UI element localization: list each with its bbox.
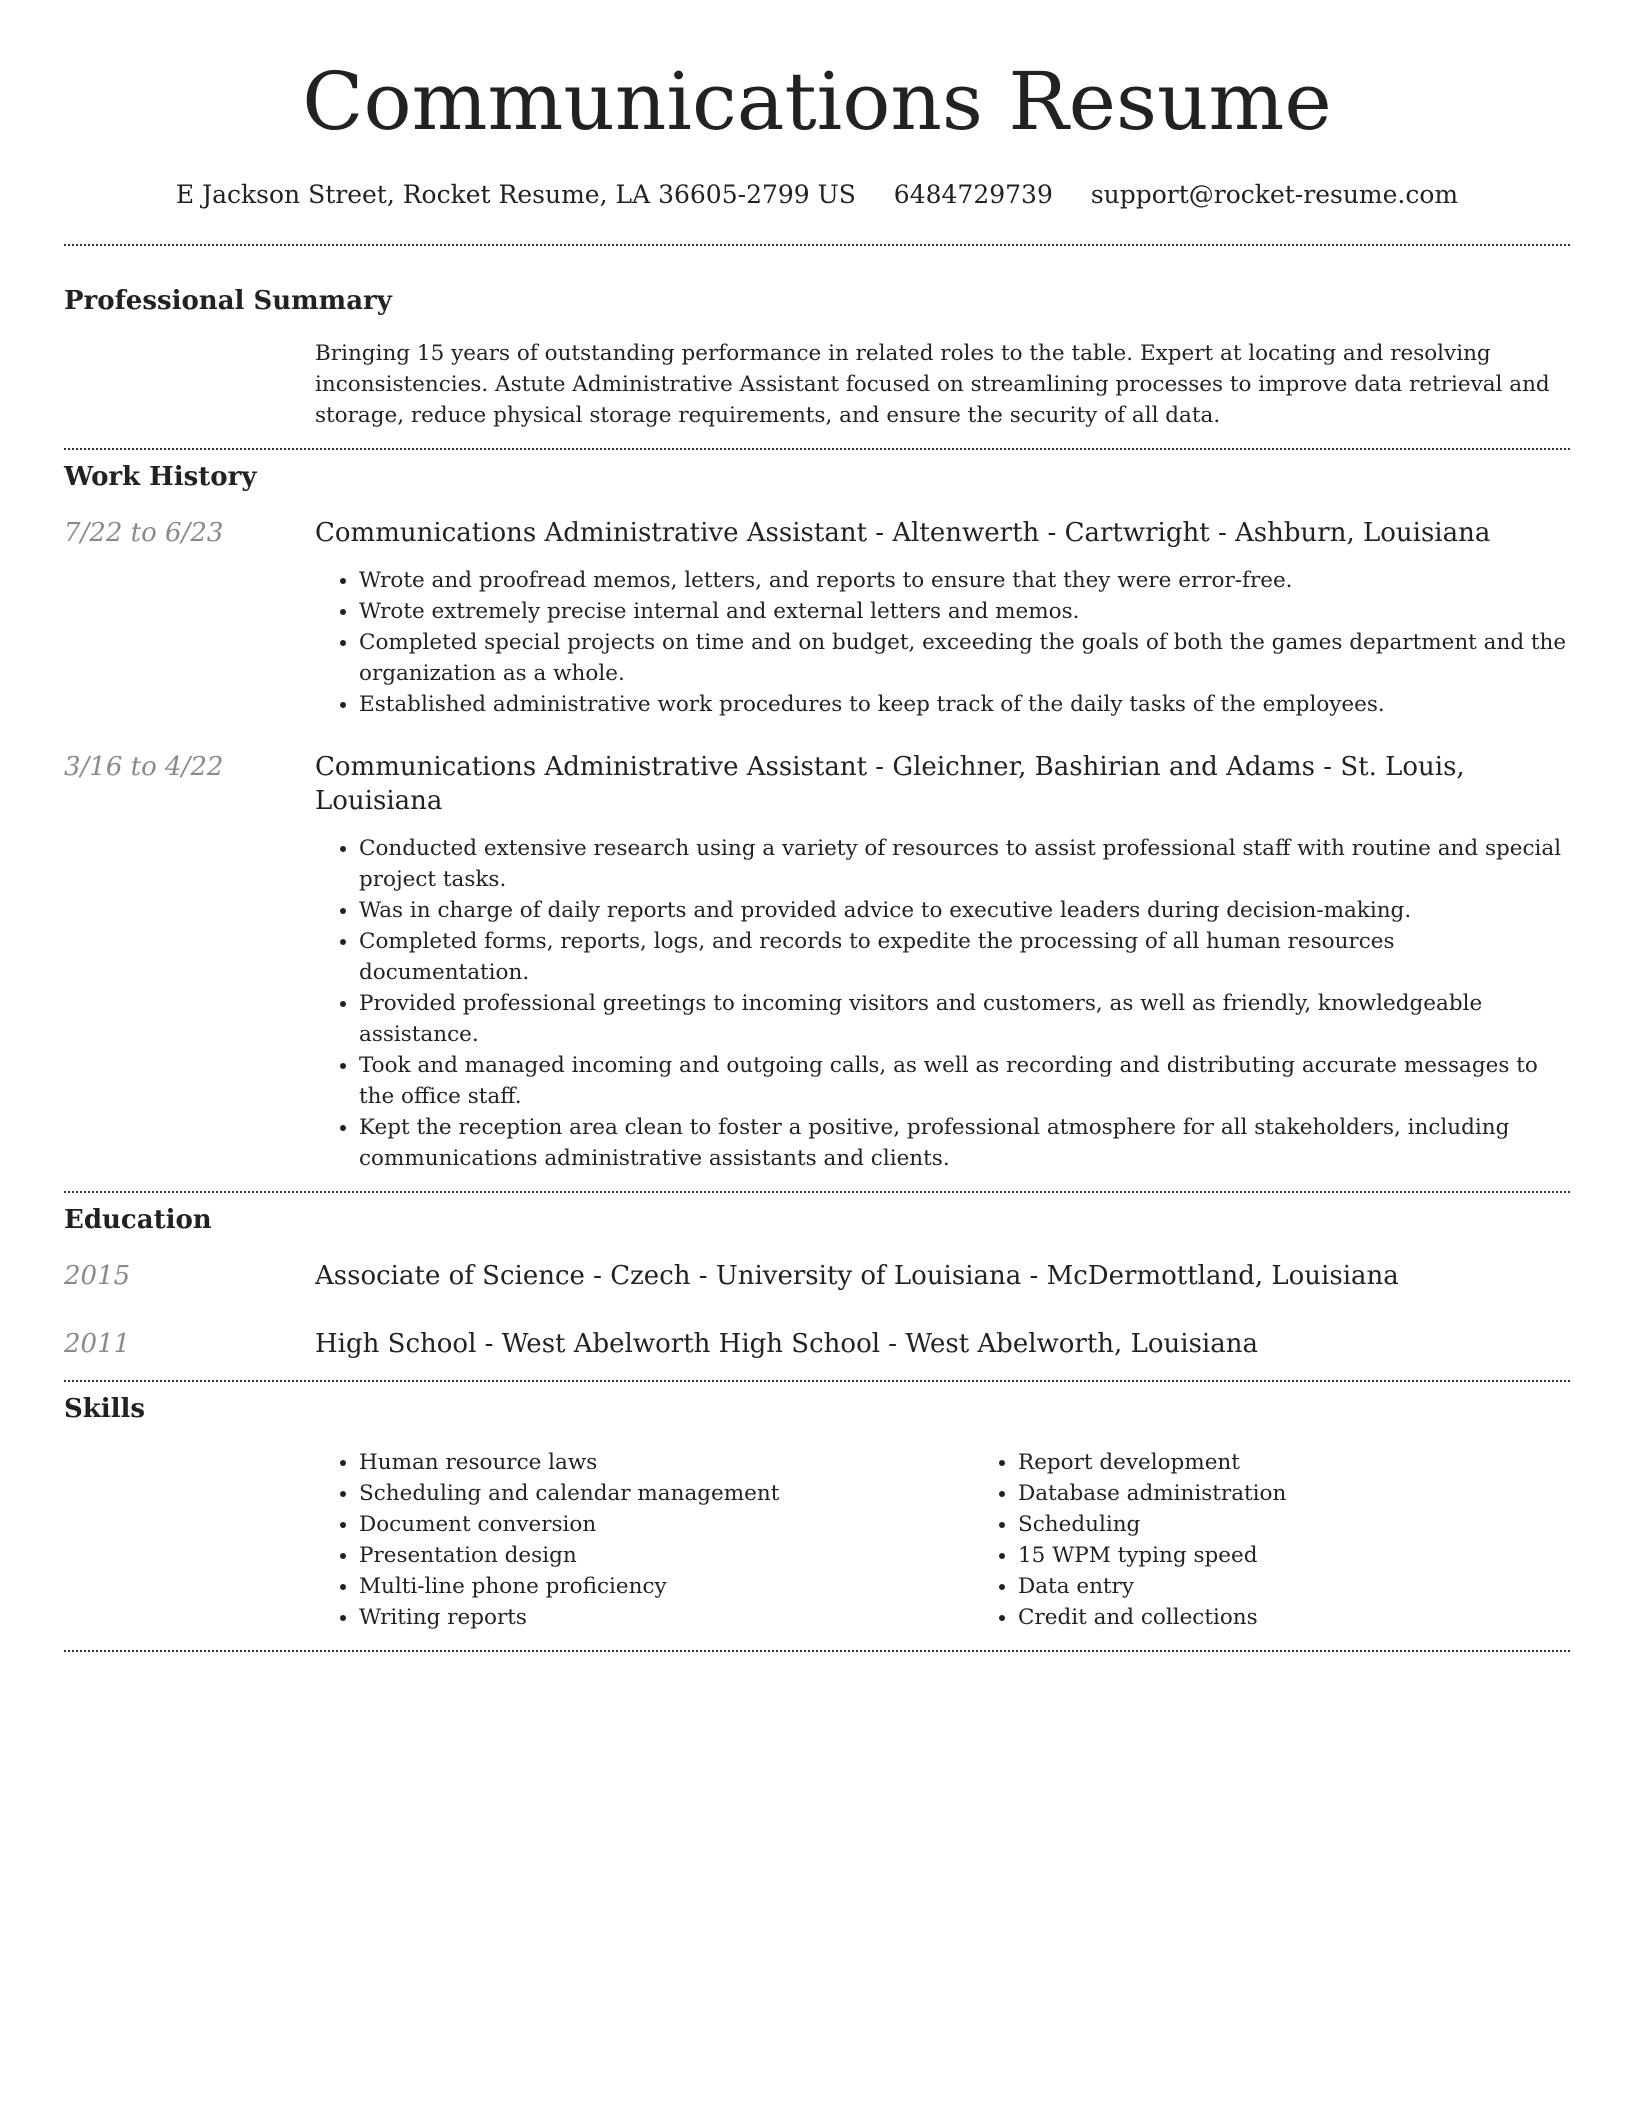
skills-list-right (974, 1447, 1632, 1633)
summary-text: Bringing 15 years of outstanding performance in related roles to the table. Expert at locating and resolving inconsistencies. Astute Administrative Assistant focused on streamlining processes to improve data retrieval and storage, reduce physical storage requirements, and ensure the security of all data. (315, 341, 1550, 428)
list-item: • Wrote and proofread memos, letters, and reports to ensure that they were error-free. (359, 565, 1570, 596)
skill-item: • Document conversion (359, 1509, 974, 1540)
contact-address: E Jackson Street, Rocket Resume, LA 36605-2799 US (175, 180, 856, 209)
contact-phone: 6484729739 (893, 180, 1053, 209)
skill-item: • Database administration (1018, 1478, 1632, 1509)
skill-item: • Credit and collections (1018, 1602, 1632, 1633)
skill-item: • Multi-line phone proficiency (359, 1571, 974, 1602)
summary-spacer (64, 338, 315, 431)
section-divider (64, 1650, 1570, 1652)
list-item: • Took and managed incoming and outgoing calls, as well as recording and distributing accurate messages to the office staff. (359, 1050, 1570, 1112)
skill-item: • 15 WPM typing speed (1018, 1540, 1632, 1571)
summary-section (64, 246, 1570, 431)
skills-spacer (64, 1447, 315, 1633)
resume-name: Communications Resume (302, 55, 1332, 148)
contact-email: support@rocket-resume.com (1090, 180, 1459, 209)
job-bullets (315, 565, 1570, 720)
skills-section (64, 1382, 1570, 1633)
education-section (64, 1193, 1570, 1361)
job-heading: Communications Administrative Assistant - Altenwerth - Cartwright - Ashburn, Louisiana (315, 518, 1491, 548)
skill-item: • Presentation design (359, 1540, 974, 1571)
skills-list-left (315, 1447, 974, 1633)
skill-item: • Human resource laws (359, 1447, 974, 1478)
education-entry (64, 1259, 1570, 1293)
job-entry (64, 516, 1570, 720)
work-title: Work History (64, 462, 257, 492)
list-item: • Completed forms, reports, logs, and records to expedite the processing of all human resources documentation. (359, 926, 1570, 988)
list-item: • Was in charge of daily reports and provided advice to executive leaders during decision-making. (359, 895, 1570, 926)
list-item: • Kept the reception area clean to foster a positive, professional atmosphere for all stakeholders, including communications administrative assistants and clients. (359, 1112, 1570, 1174)
resume-page (64, 0, 1570, 1652)
list-item: • Conducted extensive research using a variety of resources to assist professional staff with routine and special project tasks. (359, 833, 1570, 895)
work-section (64, 450, 1570, 1174)
list-item: • Provided professional greetings to incoming visitors and customers, as well as friendly, knowledgeable assistance. (359, 988, 1570, 1050)
education-year: 2015 (64, 1261, 131, 1291)
skill-item: • Data entry (1018, 1571, 1632, 1602)
skill-item: • Writing reports (359, 1602, 974, 1633)
list-item: • Completed special projects on time and on budget, exceeding the goals of both the games department and the organization as a whole. (359, 627, 1570, 689)
list-item: • Established administrative work procedures to keep track of the daily tasks of the employees. (359, 689, 1570, 720)
skill-item: • Scheduling and calendar management (359, 1478, 974, 1509)
skill-item: • Scheduling (1018, 1509, 1632, 1540)
summary-title: Professional Summary (64, 286, 392, 316)
job-bullets (315, 833, 1570, 1174)
job-dates: 7/22 to 6/23 (64, 518, 224, 548)
skill-item: • Report development (1018, 1447, 1632, 1478)
job-dates: 3/16 to 4/22 (64, 752, 224, 782)
contact-line (64, 178, 1570, 212)
job-heading: Communications Administrative Assistant - Gleichner, Bashirian and Adams - St. Louis, Louisiana (315, 752, 1465, 816)
education-heading: High School - West Abelworth High School - West Abelworth, Louisiana (315, 1329, 1258, 1359)
skills-title: Skills (64, 1394, 146, 1424)
list-item: • Wrote extremely precise internal and external letters and memos. (359, 596, 1570, 627)
education-entry (64, 1327, 1570, 1361)
job-entry (64, 750, 1570, 1174)
education-year: 2011 (64, 1329, 131, 1359)
education-title: Education (64, 1205, 212, 1235)
education-heading: Associate of Science - Czech - University of Louisiana - McDermottland, Louisiana (315, 1261, 1399, 1291)
